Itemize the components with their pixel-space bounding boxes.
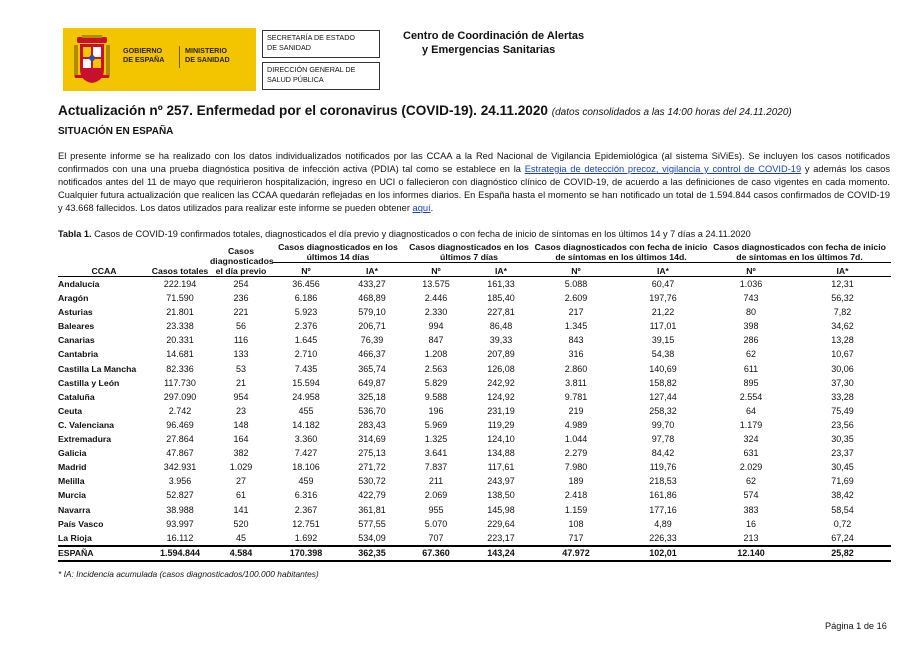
value-cell: 75,49 bbox=[831, 405, 854, 416]
value-cell: 133 bbox=[233, 349, 249, 360]
value-cell: 12.140 bbox=[708, 546, 794, 561]
value-cell: 283,43 bbox=[358, 419, 386, 430]
value-cell: 12,31 bbox=[831, 279, 854, 289]
value-cell: 314,69 bbox=[358, 434, 386, 445]
value-cell: 5.969 bbox=[424, 419, 448, 430]
coat-of-arms-icon bbox=[73, 35, 111, 85]
value-cell: 23 bbox=[235, 405, 246, 416]
value-cell: 14.681 bbox=[166, 349, 194, 360]
table-row bbox=[58, 404, 891, 418]
value-cell: 229,64 bbox=[487, 518, 515, 529]
value-cell: 242,92 bbox=[487, 377, 515, 388]
value-cell: 254 bbox=[233, 279, 249, 289]
ccaa-cell: País Vasco bbox=[58, 518, 104, 529]
value-cell: 382 bbox=[233, 448, 249, 459]
table-row bbox=[58, 488, 891, 502]
value-cell: 530,72 bbox=[358, 476, 386, 487]
value-cell: 1.179 bbox=[739, 419, 763, 430]
table-row bbox=[58, 418, 891, 432]
ccaa-cell: Melilla bbox=[58, 476, 85, 487]
value-cell: 324 bbox=[743, 434, 759, 445]
value-cell: 221 bbox=[233, 307, 249, 318]
value-cell: 148 bbox=[233, 419, 249, 430]
table-row bbox=[58, 291, 891, 305]
ccaa-cell: Castilla La Mancha bbox=[58, 363, 137, 374]
value-cell: 158,82 bbox=[649, 377, 677, 388]
report-title: Actualización nº 257. Enfermedad por el coronavirus (COVID-19). 24.11.2020 (datos consolidados a las 14:00 horas del 24.11.2020) bbox=[58, 103, 792, 118]
table-row bbox=[58, 503, 891, 517]
value-cell: 847 bbox=[428, 335, 444, 346]
value-cell: 286 bbox=[743, 335, 759, 346]
value-cell: 271,72 bbox=[358, 462, 386, 473]
value-cell: 1.345 bbox=[564, 321, 588, 332]
ccaa-cell: Canarias bbox=[58, 335, 95, 346]
value-cell: 1.645 bbox=[294, 335, 318, 346]
value-cell: 365,74 bbox=[358, 363, 386, 374]
ccaa-cell: Navarra bbox=[58, 504, 91, 515]
table-row bbox=[58, 347, 891, 361]
ccaa-cell: Murcia bbox=[58, 490, 87, 501]
value-cell: 96.469 bbox=[166, 419, 194, 430]
value-cell: 20.331 bbox=[166, 335, 194, 346]
value-cell: 97,78 bbox=[651, 434, 675, 445]
value-cell: 197,76 bbox=[649, 293, 677, 304]
value-cell: 15.594 bbox=[292, 377, 320, 388]
gobierno-label: GOBIERNO DE ESPAÑA bbox=[123, 46, 165, 64]
report-subtitle: (datos consolidados a las 14:00 horas del 24.11.2020) bbox=[551, 107, 792, 118]
value-cell: 124,92 bbox=[487, 391, 515, 402]
value-cell: 955 bbox=[428, 504, 444, 515]
value-cell: 219 bbox=[568, 405, 584, 416]
value-cell: 342.931 bbox=[163, 462, 197, 473]
ccaa-cell: Madrid bbox=[58, 462, 87, 473]
value-cell: 23,37 bbox=[831, 448, 854, 459]
centro-coordinacion: Centro de Coordinación de Alertas y Emergencias Sanitarias bbox=[403, 30, 585, 56]
table-caption: Tabla 1. Casos de COVID-19 confirmados totales, diagnosticados el día previo y diagnosticados o con fecha de inicio de síntomas en los últimos 14 y 7 días a 24.11.2020 bbox=[58, 229, 751, 239]
ccaa-cell: Andalucía bbox=[58, 279, 100, 289]
value-cell: 185,40 bbox=[487, 293, 515, 304]
value-cell: 243,97 bbox=[487, 476, 515, 487]
value-cell: 53 bbox=[235, 363, 246, 374]
value-cell: 5.829 bbox=[424, 377, 448, 388]
value-cell: 2.279 bbox=[564, 448, 588, 459]
value-cell: 631 bbox=[743, 448, 759, 459]
value-cell: 3.641 bbox=[424, 448, 448, 459]
value-cell: 64 bbox=[746, 405, 757, 416]
value-cell: 7.837 bbox=[424, 462, 448, 473]
ccaa-cell: ESPAÑA bbox=[58, 546, 150, 561]
value-cell: 21 bbox=[235, 377, 246, 388]
table-row bbox=[58, 333, 891, 347]
value-cell: 127,44 bbox=[649, 391, 677, 402]
ccaa-cell: C. Valenciana bbox=[58, 419, 115, 430]
value-cell: 30,45 bbox=[831, 462, 854, 473]
value-cell: 231,19 bbox=[487, 405, 515, 416]
value-cell: 33,28 bbox=[831, 391, 854, 402]
value-cell: 2.069 bbox=[424, 490, 448, 501]
gobierno-logo bbox=[63, 28, 256, 91]
value-cell: 649,87 bbox=[358, 377, 386, 388]
value-cell: 361,81 bbox=[358, 504, 386, 515]
value-cell: 13.575 bbox=[422, 279, 450, 289]
value-cell: 196 bbox=[428, 405, 444, 416]
header-ia: IA* bbox=[340, 263, 404, 277]
value-cell: 362,35 bbox=[340, 546, 404, 561]
value-cell: 23.338 bbox=[166, 321, 194, 332]
value-cell: 2.554 bbox=[739, 391, 763, 402]
value-cell: 12.751 bbox=[292, 518, 320, 529]
value-cell: 7.435 bbox=[294, 363, 318, 374]
value-cell: 45 bbox=[235, 532, 246, 543]
value-cell: 9.781 bbox=[564, 391, 588, 402]
value-cell: 138,50 bbox=[487, 490, 515, 501]
value-cell: 843 bbox=[568, 335, 584, 346]
value-cell: 1.044 bbox=[564, 434, 588, 445]
value-cell: 466,37 bbox=[358, 349, 386, 360]
value-cell: 47.867 bbox=[166, 448, 194, 459]
ccaa-cell: La Rioja bbox=[58, 532, 92, 543]
value-cell: 468,89 bbox=[358, 293, 386, 304]
value-cell: 6.186 bbox=[294, 293, 318, 304]
value-cell: 39,15 bbox=[651, 335, 675, 346]
value-cell: 297.090 bbox=[163, 391, 197, 402]
value-cell: 119,29 bbox=[487, 419, 515, 430]
value-cell: 16 bbox=[746, 518, 757, 529]
value-cell: 5.088 bbox=[564, 279, 588, 289]
value-cell: 316 bbox=[568, 349, 584, 360]
value-cell: 383 bbox=[743, 504, 759, 515]
value-cell: 24.958 bbox=[292, 391, 320, 402]
header-14d: Casos diagnosticados en los últimos 14 días bbox=[272, 242, 404, 263]
estrategia-link[interactable]: Estrategia de detección precoz, vigilancia y control de COVID-19 bbox=[524, 164, 802, 174]
value-cell: 459 bbox=[298, 476, 314, 487]
value-cell: 126,08 bbox=[487, 363, 515, 374]
value-cell: 27 bbox=[235, 476, 246, 487]
header-7d: Casos diagnosticados en los últimos 7 días bbox=[404, 242, 534, 263]
header-previo: Casos diagnosticados el día previo bbox=[210, 242, 272, 277]
value-cell: 223,17 bbox=[487, 532, 515, 543]
table-row bbox=[58, 319, 891, 333]
value-cell: 61 bbox=[235, 490, 246, 501]
value-cell: 236 bbox=[233, 293, 249, 304]
value-cell: 60,47 bbox=[651, 279, 675, 289]
value-cell: 99,70 bbox=[651, 419, 675, 430]
value-cell: 455 bbox=[298, 405, 314, 416]
value-cell: 574 bbox=[743, 490, 759, 501]
value-cell: 10,67 bbox=[831, 349, 854, 360]
value-cell: 2.376 bbox=[294, 321, 318, 332]
value-cell: 170.398 bbox=[272, 546, 340, 561]
value-cell: 117,01 bbox=[649, 321, 677, 332]
value-cell: 141 bbox=[233, 504, 249, 515]
value-cell: 143,24 bbox=[468, 546, 534, 561]
intro-paragraph: El presente informe se ha realizado con los datos individualizados notificados por las CCAA a la Red Nacional de Vigilancia Epidemiológica (al sistema SiViEs). Se incluyen los casos notificados confirmados con una una prueba diagnóstica positiva de infección activa (PDIA) tal como se establece en la Estrategia de detección precoz, vigilancia y control de COVID-19 y además los casos notificados antes del 11 de mayo que requirieron hospitalización, ingreso en UCI o fallecieron con diagnóstico clínico de COVID-19, de acuerdo a las definiciones de caso vigentes en cada momento. Cualquier futura actualización que realicen las CCAA quedarán reflejadas en los informes diarios. En España hasta el momento se han notificado un total de 1.594.844 casos confirmados de COVID-19 y 43.668 fallecidos. Los datos utilizados para realizar este informe se pueden obtener aquí. bbox=[58, 151, 890, 213]
value-cell: 189 bbox=[568, 476, 584, 487]
value-cell: 62 bbox=[746, 349, 757, 360]
value-cell: 21.801 bbox=[166, 307, 194, 318]
value-cell: 21,22 bbox=[651, 307, 675, 318]
value-cell: 217 bbox=[568, 307, 584, 318]
ccaa-cell: Aragón bbox=[58, 293, 89, 304]
value-cell: 743 bbox=[743, 293, 759, 304]
value-cell: 36.456 bbox=[292, 279, 320, 289]
value-cell: 2.446 bbox=[424, 293, 448, 304]
value-cell: 102,01 bbox=[618, 546, 708, 561]
value-cell: 258,32 bbox=[649, 405, 677, 416]
ccaa-cell: Asturias bbox=[58, 307, 93, 318]
value-cell: 4.584 bbox=[210, 546, 272, 561]
value-cell: 2.860 bbox=[564, 363, 588, 374]
header-totales: Casos totales bbox=[150, 242, 210, 277]
header-n: Nº bbox=[404, 263, 468, 277]
value-cell: 2.710 bbox=[294, 349, 318, 360]
value-cell: 71.590 bbox=[166, 293, 194, 304]
value-cell: 71,69 bbox=[831, 476, 854, 487]
value-cell: 275,13 bbox=[358, 448, 386, 459]
value-cell: 145,98 bbox=[487, 504, 515, 515]
value-cell: 579,10 bbox=[358, 307, 386, 318]
table-row bbox=[58, 531, 891, 546]
value-cell: 117,61 bbox=[487, 462, 515, 473]
footnote: * IA: Incidencia acumulada (casos diagnosticados/100.000 habitantes) bbox=[58, 569, 319, 579]
value-cell: 56 bbox=[235, 321, 246, 332]
value-cell: 895 bbox=[743, 377, 759, 388]
value-cell: 717 bbox=[568, 532, 584, 543]
value-cell: 108 bbox=[568, 518, 584, 529]
value-cell: 2.563 bbox=[424, 363, 448, 374]
value-cell: 1.029 bbox=[229, 462, 253, 473]
value-cell: 226,33 bbox=[649, 532, 677, 543]
value-cell: 6.316 bbox=[294, 490, 318, 501]
value-cell: 62 bbox=[746, 476, 757, 487]
value-cell: 536,70 bbox=[358, 405, 386, 416]
value-cell: 56,32 bbox=[831, 293, 854, 304]
value-cell: 2.367 bbox=[294, 504, 318, 515]
value-cell: 1.594.844 bbox=[150, 546, 210, 561]
value-cell: 2.742 bbox=[168, 405, 192, 416]
ccaa-cell: Baleares bbox=[58, 321, 95, 332]
table-row bbox=[58, 376, 891, 390]
ccaa-cell: Galicia bbox=[58, 448, 87, 459]
section-heading: SITUACIÓN EN ESPAÑA bbox=[58, 126, 174, 137]
value-cell: 520 bbox=[233, 518, 249, 529]
covid-table bbox=[58, 242, 891, 562]
value-cell: 7.980 bbox=[564, 462, 588, 473]
value-cell: 23,56 bbox=[831, 419, 854, 430]
value-cell: 38,42 bbox=[831, 490, 854, 501]
value-cell: 161,33 bbox=[487, 279, 515, 289]
value-cell: 707 bbox=[428, 532, 444, 543]
page-number: Página 1 de 16 bbox=[825, 621, 887, 631]
value-cell: 1.208 bbox=[424, 349, 448, 360]
ministerio-label: MINISTERIO DE SANIDAD bbox=[185, 46, 230, 64]
value-cell: 211 bbox=[428, 476, 444, 487]
header-ccaa: CCAA bbox=[58, 242, 150, 277]
value-cell: 3.811 bbox=[565, 377, 587, 388]
value-cell: 134,88 bbox=[487, 448, 515, 459]
value-cell: 177,16 bbox=[649, 504, 677, 515]
table-row bbox=[58, 362, 891, 376]
value-cell: 34,62 bbox=[831, 321, 854, 332]
value-cell: 577,55 bbox=[358, 518, 386, 529]
ccaa-cell: Castilla y León bbox=[58, 377, 120, 388]
table-row bbox=[58, 432, 891, 446]
value-cell: 218,53 bbox=[649, 476, 677, 487]
value-cell: 0,72 bbox=[833, 518, 852, 529]
value-cell: 37,30 bbox=[831, 377, 854, 388]
ccaa-cell: Ceuta bbox=[58, 405, 83, 416]
value-cell: 47.972 bbox=[534, 546, 618, 561]
value-cell: 3.360 bbox=[294, 434, 318, 445]
value-cell: 4.989 bbox=[564, 419, 588, 430]
value-cell: 222.194 bbox=[163, 279, 197, 289]
value-cell: 1.159 bbox=[564, 504, 588, 515]
header-ia: IA* bbox=[618, 263, 708, 277]
value-cell: 30,35 bbox=[831, 434, 854, 445]
value-cell: 117.730 bbox=[164, 377, 196, 388]
value-cell: 3.956 bbox=[168, 476, 192, 487]
header-n: Nº bbox=[534, 263, 618, 277]
value-cell: 27.864 bbox=[166, 434, 194, 445]
table-row bbox=[58, 305, 891, 319]
value-cell: 16.112 bbox=[166, 532, 194, 543]
value-cell: 80 bbox=[746, 307, 757, 318]
value-cell: 213 bbox=[743, 532, 759, 543]
value-cell: 39,33 bbox=[489, 335, 513, 346]
table-row bbox=[58, 390, 891, 404]
ccaa-cell: Extremadura bbox=[58, 434, 112, 445]
value-cell: 227,81 bbox=[487, 307, 515, 318]
value-cell: 14.182 bbox=[292, 419, 320, 430]
secretaria-box: SECRETARÍA DE ESTADO DE SANIDAD bbox=[262, 30, 380, 58]
value-cell: 124,10 bbox=[487, 434, 515, 445]
value-cell: 398 bbox=[743, 321, 759, 332]
value-cell: 30,06 bbox=[831, 363, 854, 374]
value-cell: 422,79 bbox=[358, 490, 386, 501]
header-ia: IA* bbox=[468, 263, 534, 277]
value-cell: 18.106 bbox=[292, 462, 320, 473]
value-cell: 52.827 bbox=[166, 490, 194, 501]
direccion-box: DIRECCIÓN GENERAL DE SALUD PÚBLICA bbox=[262, 62, 380, 90]
value-cell: 5.070 bbox=[424, 518, 448, 529]
value-cell: 206,71 bbox=[358, 321, 386, 332]
value-cell: 2.609 bbox=[564, 293, 588, 304]
value-cell: 58,54 bbox=[831, 504, 854, 515]
value-cell: 2.418 bbox=[564, 490, 588, 501]
logo-divider bbox=[179, 46, 180, 68]
value-cell: 93.997 bbox=[166, 518, 194, 529]
header-sint-14d: Casos diagnosticados con fecha de inicio de síntomas en los últimos 14d. bbox=[534, 242, 708, 262]
value-cell: 54,38 bbox=[651, 349, 675, 360]
value-cell: 116 bbox=[233, 335, 249, 346]
value-cell: 67,24 bbox=[831, 532, 854, 543]
value-cell: 2.029 bbox=[739, 462, 763, 473]
value-cell: 84,42 bbox=[651, 448, 675, 459]
value-cell: 67.360 bbox=[404, 546, 468, 561]
value-cell: 86,48 bbox=[489, 321, 513, 332]
ccaa-cell: Cataluña bbox=[58, 391, 95, 402]
table-row bbox=[58, 460, 891, 474]
value-cell: 325,18 bbox=[358, 391, 386, 402]
value-cell: 207,89 bbox=[487, 349, 515, 360]
value-cell: 1.692 bbox=[294, 532, 318, 543]
table-row bbox=[58, 517, 891, 531]
value-cell: 2.330 bbox=[424, 307, 448, 318]
header-n: Nº bbox=[272, 263, 340, 277]
value-cell: 1.036 bbox=[739, 279, 763, 289]
table-total-row bbox=[58, 546, 891, 561]
value-cell: 161,86 bbox=[649, 490, 677, 501]
value-cell: 140,69 bbox=[649, 363, 677, 374]
table-row bbox=[58, 446, 891, 460]
value-cell: 994 bbox=[428, 321, 444, 332]
value-cell: 954 bbox=[233, 391, 249, 402]
header-n: Nº bbox=[708, 263, 794, 277]
aqui-link[interactable]: aquí bbox=[412, 203, 431, 213]
table-row bbox=[58, 474, 891, 488]
value-cell: 7,82 bbox=[833, 307, 852, 318]
header-sint-7d: Casos diagnosticados con fecha de inicio de síntomas en los últimos 7d. bbox=[708, 242, 891, 263]
value-cell: 38.988 bbox=[166, 504, 194, 515]
value-cell: 25,82 bbox=[794, 546, 891, 561]
value-cell: 9.588 bbox=[424, 391, 448, 402]
value-cell: 13,28 bbox=[831, 335, 854, 346]
value-cell: 1.325 bbox=[424, 434, 448, 445]
value-cell: 5.923 bbox=[294, 307, 318, 318]
value-cell: 433,27 bbox=[358, 279, 386, 289]
value-cell: 534,09 bbox=[358, 532, 386, 543]
ccaa-cell: Cantabria bbox=[58, 349, 99, 360]
value-cell: 119,76 bbox=[649, 462, 677, 473]
value-cell: 82.336 bbox=[166, 363, 194, 374]
header-ia: IA* bbox=[794, 263, 891, 277]
value-cell: 7.427 bbox=[294, 448, 318, 459]
value-cell: 4,89 bbox=[654, 518, 672, 529]
value-cell: 76,39 bbox=[360, 335, 384, 346]
value-cell: 611 bbox=[743, 363, 759, 374]
value-cell: 164 bbox=[233, 434, 249, 445]
table-row bbox=[58, 277, 891, 292]
